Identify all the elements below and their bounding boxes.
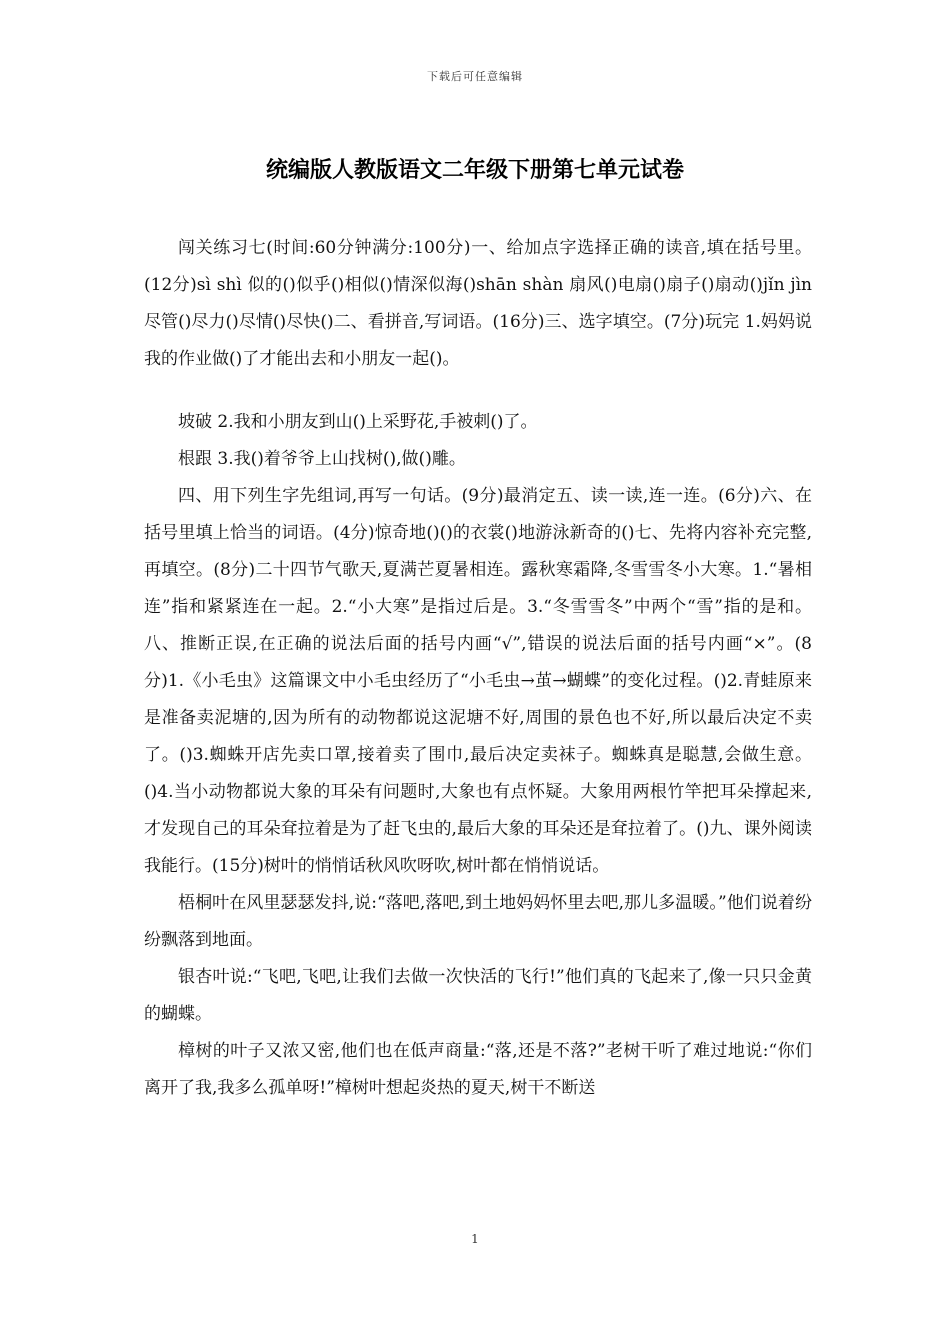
body-paragraph: 四、用下列生字先组词,再写一句话。(9分)最消定五、读一读,连一连。(6分)六、在括号里填上恰当的词语。(4分)惊奇地()()的衣裳()地游泳新奇的()七、先将内容补充完整,再填空。(8分)二十四节气歌天,夏满芒夏暑相连。露秋寒霜降,冬雪雪冬小大寒。1.“暑相连”指和紧紧连在一起。2.“小大寒”是指过后是。3.“冬雪雪冬”中两个“雪”指的是和。八、推断正误,在正确的说法后面的括号内画“√”,错误的说法后面的括号内画“×”。(8分)1.《小毛虫》这篇课文中小毛虫经历了“小毛虫→茧→蝴蝶”的变化过程。()2.青蛙原来是准备卖泥塘的,因为所有的动物都说这泥塘不好,周围的景色也不好,所以最后决定不卖了。()3.蜘蛛开店先卖口罩,接着卖了围巾,最后决定卖袜子。蜘蛛真是聪慧,会做生意。()4.当小动物都说大象的耳朵有问题时,大象也有点怀疑。大象用两根竹竿把耳朵撑起来,才发现自己的耳朵耷拉着是为了赶飞虫的,最后大象的耳朵还是耷拉着了。()九、课外阅读我能行。(15分)树叶的悄悄话秋风吹呀吹,树叶都在悄悄说话。 bbox=[144, 486, 812, 876]
body-paragraph: 樟树的叶子又浓又密,他们也在低声商量:“落,还是不落?”老树干听了难过地说:“你们离开了我,我多么孤单呀!”樟树叶想起炎热的夏天,树干不断送 bbox=[144, 1041, 812, 1098]
document-title: 统编版人教版语文二年级下册第七单元试卷 bbox=[265, 158, 684, 183]
header-note: 下载后可任意编辑 bbox=[427, 70, 523, 83]
body-paragraph: 根跟 3.我()着爷爷上山找树(),做()雕。 bbox=[178, 449, 466, 469]
body-paragraph: 梧桐叶在风里瑟瑟发抖,说:“落吧,落吧,到土地妈妈怀里去吧,那儿多温暖。”他们说着纷纷飘落到地面。 bbox=[144, 893, 812, 950]
body-paragraph: 闯关练习七(时间:60分钟满分:100分)一、给加点字选择正确的读音,填在括号里。(12分)sì shì 似的()似乎()相似()情深似海()shān shàn 扇风()电扇()扇子()扇动()jǐn jìn 尽管()尽力()尽情()尽快()二、看拼音,写词语。(16分)三、选字填空。(7分)玩完 1.妈妈说我的作业做()了才能出去和小朋友一起()。 bbox=[144, 238, 812, 369]
document-body bbox=[144, 230, 812, 1107]
body-paragraph: 坡破 2.我和小朋友到山()上采野花,手被刺()了。 bbox=[178, 412, 538, 432]
body-paragraph: 银杏叶说:“飞吧,飞吧,让我们去做一次快活的飞行!”他们真的飞起来了,像一只只金黄的蝴蝶。 bbox=[144, 967, 812, 1024]
page-number: 1 bbox=[471, 1232, 479, 1246]
